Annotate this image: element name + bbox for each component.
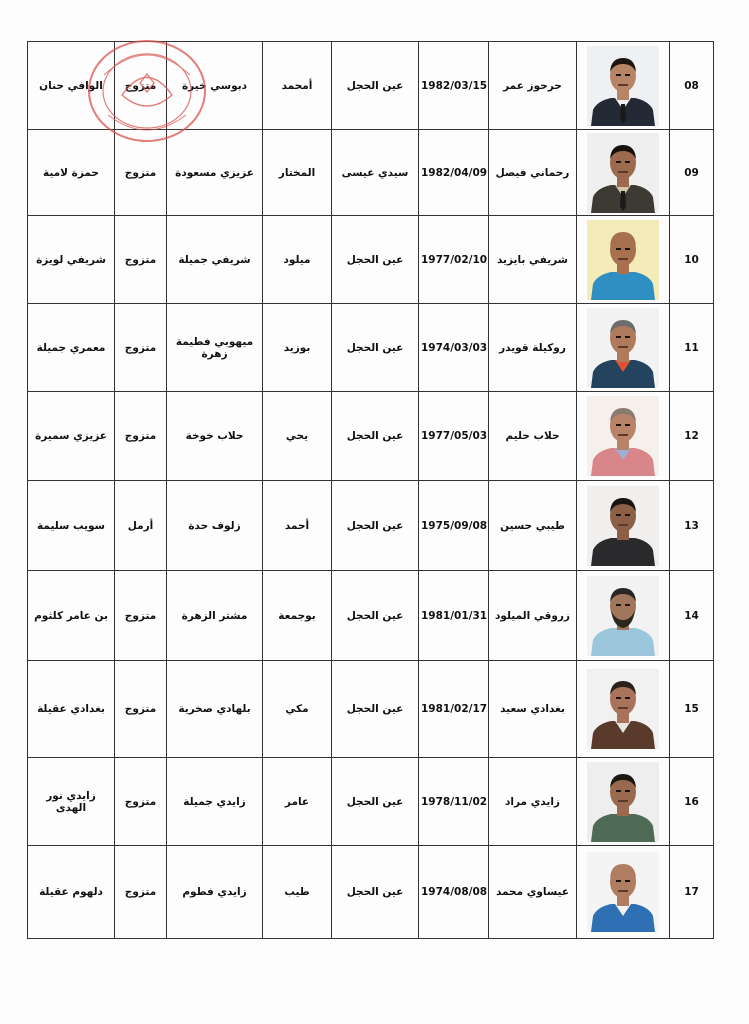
marital-status-cell: متزوج: [115, 392, 167, 481]
row-number-cell: 12: [670, 392, 714, 481]
father-name-cell: أمحمد: [263, 42, 332, 130]
spouse-name-cell: شريفي لويزة: [28, 216, 115, 304]
photo-cell: [577, 304, 670, 392]
birthplace-cell: عين الحجل: [332, 758, 419, 846]
mother-name-cell: دبوسي خيرة: [167, 42, 263, 130]
full-name-cell: زايدي مراد: [489, 758, 577, 846]
birth-date-cell: 1974/08/08: [419, 846, 489, 939]
portrait-photo: [587, 308, 659, 388]
portrait-photo: [587, 46, 659, 126]
marital-status-cell: متزوج: [115, 216, 167, 304]
row-number-cell: 17: [670, 846, 714, 939]
table-row: [28, 130, 714, 216]
portrait-photo: [587, 669, 659, 749]
full-name-cell: عيساوي محمد: [489, 846, 577, 939]
birth-date-cell: 1977/02/10: [419, 216, 489, 304]
full-name-cell: زروقي الميلود: [489, 571, 577, 661]
birthplace-cell: سيدي عيسى: [332, 130, 419, 216]
father-name-cell: بوجمعة: [263, 571, 332, 661]
full-name-cell: طيبي حسين: [489, 481, 577, 571]
mother-name-cell: زلوف حدة: [167, 481, 263, 571]
table-row: [28, 571, 714, 661]
portrait-photo: [587, 576, 659, 656]
photo-cell: [577, 571, 670, 661]
birth-date-cell: 1977/05/03: [419, 392, 489, 481]
mother-name-cell: حلاب خوخة: [167, 392, 263, 481]
photo-cell: [577, 392, 670, 481]
spouse-name-cell: عزيزي سميرة: [28, 392, 115, 481]
full-name-cell: حرحوز عمر: [489, 42, 577, 130]
spouse-name-cell: زايدي نور الهدى: [28, 758, 115, 846]
father-name-cell: يحي: [263, 392, 332, 481]
photo-cell: [577, 846, 670, 939]
portrait-photo: [587, 396, 659, 476]
table-row: [28, 392, 714, 481]
birthplace-cell: عين الحجل: [332, 481, 419, 571]
row-number-cell: 10: [670, 216, 714, 304]
father-name-cell: ميلود: [263, 216, 332, 304]
row-number-cell: 13: [670, 481, 714, 571]
father-name-cell: عامر: [263, 758, 332, 846]
photo-cell: [577, 216, 670, 304]
row-number-cell: 08: [670, 42, 714, 130]
row-number-cell: 16: [670, 758, 714, 846]
father-name-cell: المختار: [263, 130, 332, 216]
birthplace-cell: عين الحجل: [332, 42, 419, 130]
birthplace-cell: عين الحجل: [332, 216, 419, 304]
portrait-photo: [587, 762, 659, 842]
birth-date-cell: 1978/11/02: [419, 758, 489, 846]
birthplace-cell: عين الحجل: [332, 661, 419, 758]
mother-name-cell: ميهوبي فطيمة زهرة: [167, 304, 263, 392]
roster-body: [28, 42, 714, 939]
birthplace-cell: عين الحجل: [332, 846, 419, 939]
portrait-photo: [587, 133, 659, 213]
photo-cell: [577, 661, 670, 758]
full-name-cell: شريفي بايزيد: [489, 216, 577, 304]
table-row: [28, 481, 714, 571]
roster-table: [27, 41, 714, 939]
marital-status-cell: متزوج: [115, 661, 167, 758]
marital-status-cell: أرمل: [115, 481, 167, 571]
spouse-name-cell: دلهوم عقيلة: [28, 846, 115, 939]
table-row: [28, 304, 714, 392]
birthplace-cell: عين الحجل: [332, 304, 419, 392]
row-number-cell: 09: [670, 130, 714, 216]
birth-date-cell: 1974/03/03: [419, 304, 489, 392]
mother-name-cell: زايدي فطوم: [167, 846, 263, 939]
photo-cell: [577, 758, 670, 846]
father-name-cell: بوزيد: [263, 304, 332, 392]
spouse-name-cell: بن عامر كلثوم: [28, 571, 115, 661]
row-number-cell: 11: [670, 304, 714, 392]
full-name-cell: بغدادي سعيد: [489, 661, 577, 758]
birth-date-cell: 1975/09/08: [419, 481, 489, 571]
mother-name-cell: مشتر الزهرة: [167, 571, 263, 661]
table-row: [28, 42, 714, 130]
table-row: [28, 661, 714, 758]
spouse-name-cell: معمري جميلة: [28, 304, 115, 392]
row-number-cell: 14: [670, 571, 714, 661]
birthplace-cell: عين الحجل: [332, 571, 419, 661]
portrait-photo: [587, 486, 659, 566]
table-row: [28, 758, 714, 846]
mother-name-cell: زايدي جميلة: [167, 758, 263, 846]
marital-status-cell: متزوج: [115, 758, 167, 846]
father-name-cell: طيب: [263, 846, 332, 939]
table-row: [28, 216, 714, 304]
father-name-cell: مكي: [263, 661, 332, 758]
birthplace-cell: عين الحجل: [332, 392, 419, 481]
row-number-cell: 15: [670, 661, 714, 758]
mother-name-cell: شريفي جميلة: [167, 216, 263, 304]
mother-name-cell: عزيزي مسعودة: [167, 130, 263, 216]
mother-name-cell: بلهادي صخرية: [167, 661, 263, 758]
full-name-cell: روكيلة قويدر: [489, 304, 577, 392]
marital-status-cell: متزوج: [115, 42, 167, 130]
birth-date-cell: 1981/01/31: [419, 571, 489, 661]
birth-date-cell: 1981/02/17: [419, 661, 489, 758]
spouse-name-cell: سويب سليمة: [28, 481, 115, 571]
portrait-photo: [587, 852, 659, 932]
table-row: [28, 846, 714, 939]
spouse-name-cell: بغدادي عقيلة: [28, 661, 115, 758]
photo-cell: [577, 481, 670, 571]
spouse-name-cell: حمزة لامية: [28, 130, 115, 216]
father-name-cell: أحمد: [263, 481, 332, 571]
marital-status-cell: متزوج: [115, 130, 167, 216]
photo-cell: [577, 42, 670, 130]
marital-status-cell: متزوج: [115, 846, 167, 939]
photo-cell: [577, 130, 670, 216]
spouse-name-cell: الوافي حنان: [28, 42, 115, 130]
birth-date-cell: 1982/04/09: [419, 130, 489, 216]
full-name-cell: حلاب حليم: [489, 392, 577, 481]
portrait-photo: [587, 220, 659, 300]
full-name-cell: رحماني فيصل: [489, 130, 577, 216]
marital-status-cell: متزوج: [115, 571, 167, 661]
marital-status-cell: متزوج: [115, 304, 167, 392]
birth-date-cell: 1982/03/15: [419, 42, 489, 130]
